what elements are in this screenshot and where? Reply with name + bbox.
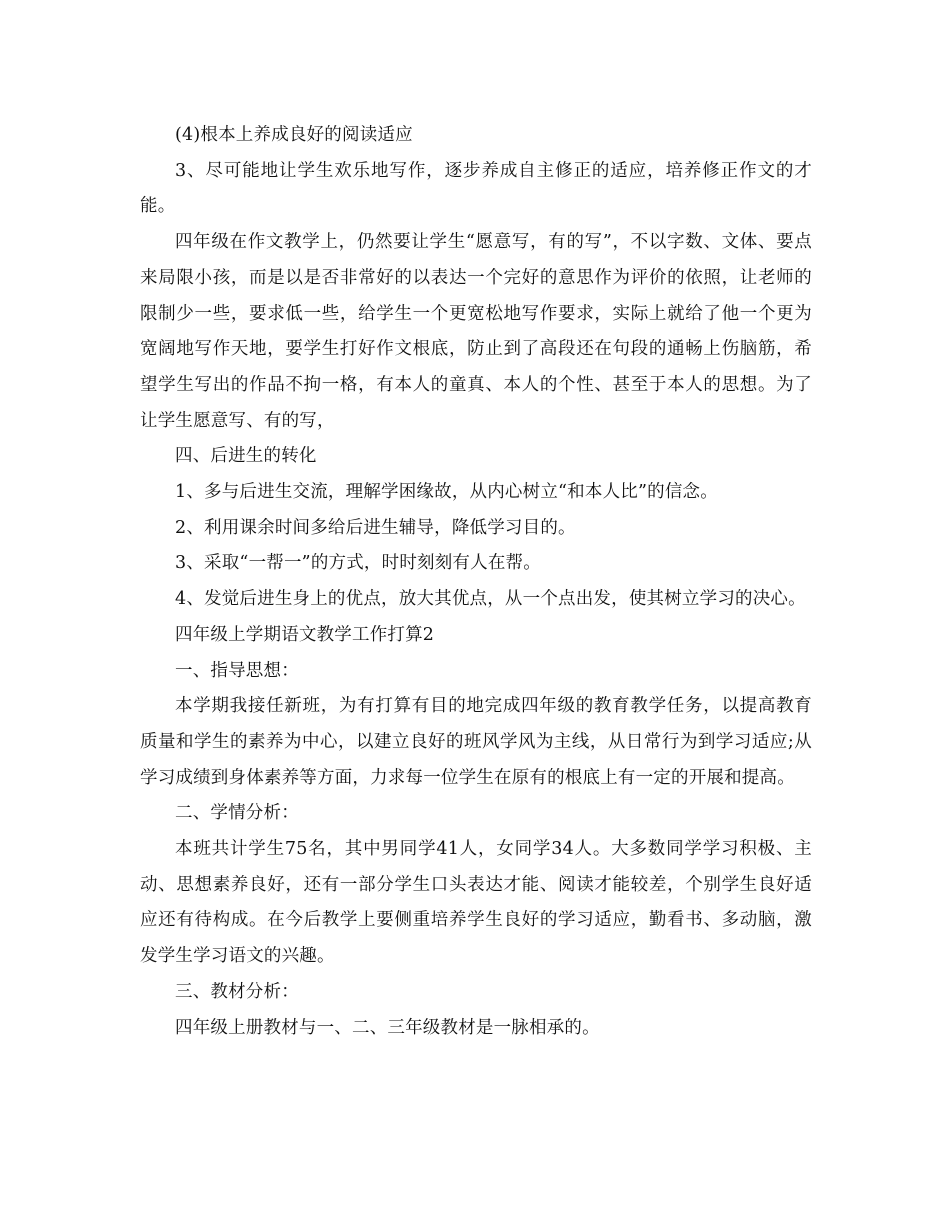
section-heading-guiding-thought: 一、指导思想： — [175, 660, 299, 681]
paragraph-textbook-analysis: 四年级上册教材与一、二、三年级教材是一脉相承的。 — [175, 1017, 600, 1038]
paragraph-guiding-thought: 本学期我接任新班，为有打算有目的地完成四年级的教育教学任务，以提高教育质量和学生的素养为中心，以建立良好的班风学风为主线，从日常行为到学习适应;从学习成绩到身体素养等方面，力求每一位学生在原有的根底上有一定的开展和提高。 — [140, 696, 812, 788]
document-subtitle: 四年级上学期语文教学工作打算2 — [175, 624, 435, 645]
list-item: 3、采取“一帮一”的方式，时时刻刻有人在帮。 — [175, 553, 541, 574]
paragraph-student-analysis: 本班共计学生75名，其中男同学41人，女同学34人。大多数同学学习积极、主动、思想素养良好，还有一部分学生口头表达才能、阅读才能较差，个别学生良好适应还有待构成。在今后教学上要侧重培养学生良好的学习适应，勤看书、多动脑，激发学生学习语文的兴趣。 — [140, 839, 812, 967]
section-heading-underachievers: 四、后进生的转化 — [175, 446, 317, 467]
paragraph-reading-habit: (4)根本上养成良好的阅读适应 — [175, 125, 413, 145]
document-body — [140, 118, 812, 1046]
paragraph-writing-guidance: 四年级在作文教学上，仍然要让学生“愿意写，有的写”，不以字数、文体、要点来局限小孩，而是以是否非常好的以表达一个完好的意思作为评价的依照，让老师的限制少一些，要求低一些，给学生一个更宽松地写作要求，实际上就给了他一个更为宽阔地写作天地，要学生打好作文根底，防止到了高段还在句段的通畅上伤脑筋，希望学生写出的作品不拘一格，有本人的童真、本人的个性、甚至于本人的思想。为了让学生愿意写、有的写， — [140, 232, 812, 431]
list-item: 2、利用课余时间多给后进生辅导，降低学习目的。 — [175, 517, 576, 538]
paragraph-writing-revision: 3、尽可能地让学生欢乐地写作，逐步养成自主修正的适应，培养修正作文的才能。 — [140, 160, 812, 217]
section-heading-textbook-analysis: 三、教材分析： — [175, 981, 299, 1002]
section-heading-student-analysis: 二、学情分析： — [175, 803, 299, 824]
list-item: 4、发觉后进生身上的优点，放大其优点，从一个点出发，使其树立学习的决心。 — [175, 589, 806, 610]
list-item: 1、多与后进生交流，理解学困缘故，从内心树立“和本人比”的信念。 — [175, 482, 718, 503]
